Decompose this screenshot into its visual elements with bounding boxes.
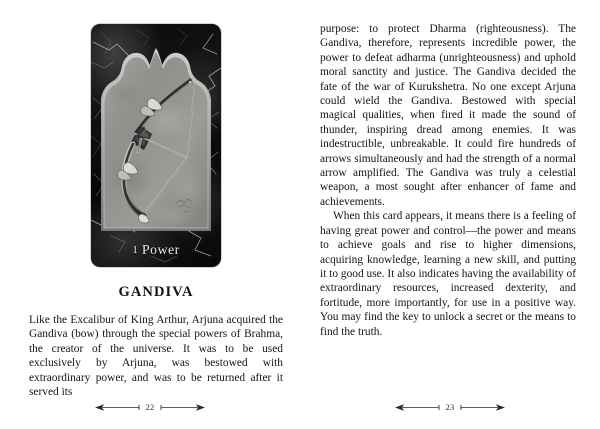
double-arrow-rule-right-icon <box>460 403 505 412</box>
card-illustration-wrapper <box>29 24 283 267</box>
right-folio <box>300 402 600 412</box>
card-title: GANDIVA <box>118 284 194 300</box>
right-paragraph-2: When this card appears, it means there is a feeling of having great power and control—the power and means to achieve goals and rise to higher dimensions, acquiring knowledge, learning a new skill, and putting it to good use. It also indicates having the availability of extraordinary resources, increased dexterity, and fortitude, more importantly, for use in a positive way. You may find the key to unlock a secret or the means to find the truth. <box>320 210 576 338</box>
double-arrow-rule-left-icon <box>395 403 440 412</box>
left-paragraph-1: Like the Excalibur of King Arthur, Arjuna acquired the Gandiva (bow) through the special powers of Brahma, the creator of the universe. It was to be used exclusively by Arjuna, was bestowed with extraordinary power, and was to be returned after it served its <box>29 314 283 399</box>
card-number: 1 <box>132 244 138 256</box>
gandiva-card-image <box>91 24 221 267</box>
card-caption <box>91 243 221 259</box>
double-arrow-rule-right-icon <box>160 403 205 412</box>
left-folio <box>0 402 300 412</box>
double-arrow-rule-left-icon <box>95 403 140 412</box>
page-number: 23 <box>445 402 455 412</box>
right-paragraph-1: purpose: to protect Dharma (righteousness). The Gandiva, therefore, represents incredible power, the power to defeat adharma (unrighteousness) and uphold moral sanctity and justice. The Gandiva decided the fate of the war of Kurukshetra. No one except Arjuna could wield the Gandiva. Bestowed with special magical qualities, when fired it made the sound of thunder, inspiring dread among enemies. It was indestructible, unbreakable. It could fire hundreds of arrows simultaneously and had the strength of a normal arrow amplified. The Gandiva was truly a celestial weapon, a most sought after enhancer of fame and achievements. <box>320 23 576 208</box>
card-keyword: Power <box>141 243 180 258</box>
page-number: 22 <box>145 402 155 412</box>
right-page <box>300 0 600 429</box>
arched-stone-plaque <box>100 38 212 232</box>
